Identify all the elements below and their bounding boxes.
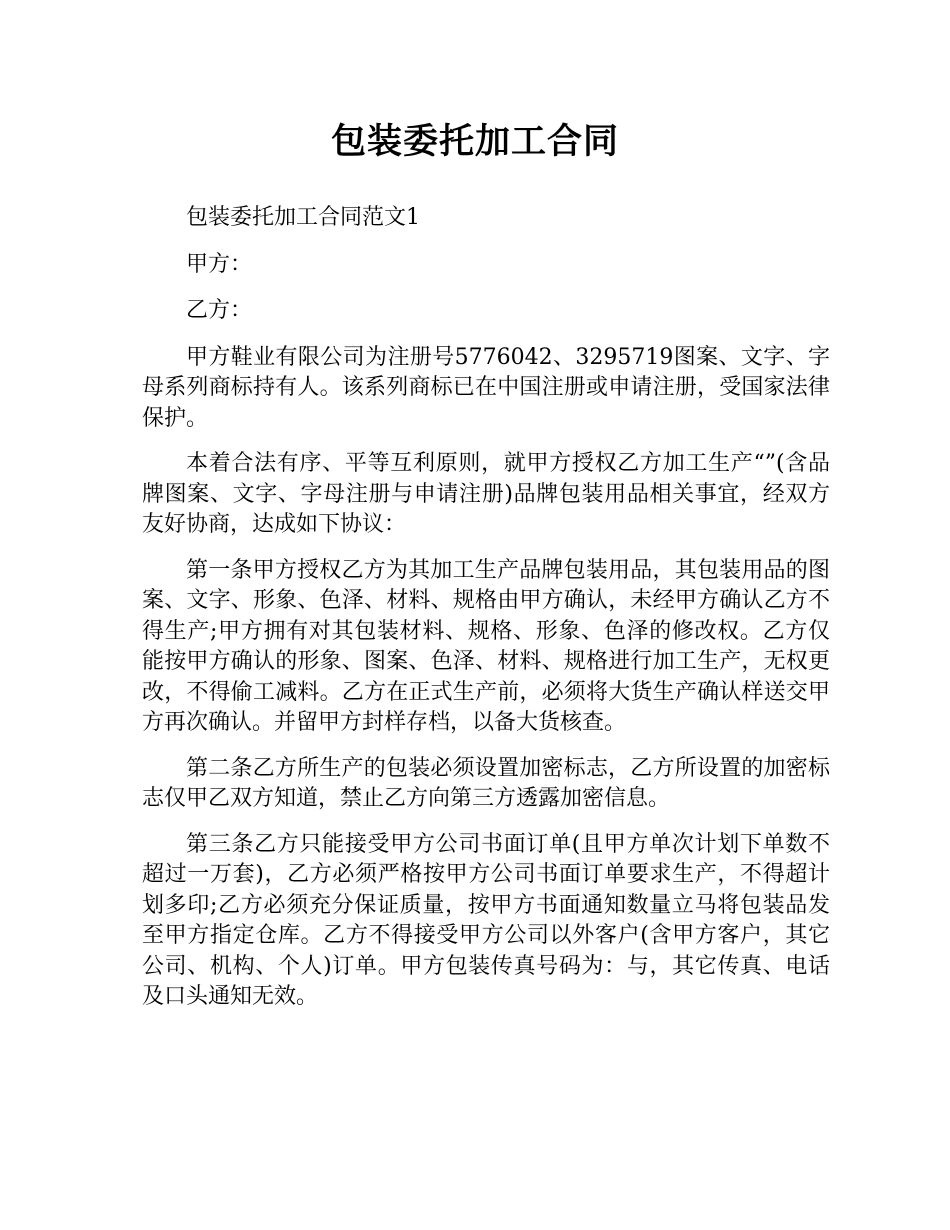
paragraph-trademark-statement: 甲方鞋业有限公司为注册号5776042、3295719图案、文字、字母系列商标持有人。该系列商标已在中国注册或申请注册，受国家法律保护。 xyxy=(142,344,830,431)
paragraph-agreement-intro: 本着合法有序、平等互利原则，就甲方授权乙方加工生产“”(含品牌图案、文字、字母注册与申请注册)品牌包装用品相关事宜，经双方友好协商，达成如下协议： xyxy=(142,451,830,537)
paragraph-article-3: 第三条乙方只能接受甲方公司书面订单(且甲方单次计划下单数不超过一万套)，乙方必须严格按甲方公司书面订单要求生产，不得超计划多印;乙方必须充分保证质量，按甲方书面通知数量立马将包装品发至甲方指定仓库。乙方不得接受甲方公司以外客户(含甲方客户，其它公司、机构、个人)订单。甲方包装传真号码为：与，其它传真、电话及口头通知无效。 xyxy=(142,831,830,1009)
paragraph-article-2: 第二条乙方所生产的包装必须设置加密标志，乙方所设置的加密标志仅甲乙双方知道，禁止乙方向第三方透露加密信息。 xyxy=(142,755,830,811)
paragraph-article-1: 第一条甲方授权乙方为其加工生产品牌包装用品，其包装用品的图案、文字、形象、色泽、材料、规格由甲方确认，未经甲方确认乙方不得生产;甲方拥有对其包装材料、规格、形象、色泽的修改权。乙方仅能按甲方确认的形象、图案、色泽、材料、规格进行加工生产，无权更改，不得偷工减料。乙方在正式生产前，必须将大货生产确认样送交甲方再次确认。并留甲方封样存档，以备大货核查。 xyxy=(142,557,830,735)
document-title: 包装委托加工合同 xyxy=(330,122,619,162)
paragraph-party-b: 乙方： xyxy=(186,298,253,323)
paragraph-party-a: 甲方： xyxy=(186,251,253,277)
paragraph-subtitle: 包装委托加工合同范文1 xyxy=(186,205,420,230)
document-body xyxy=(142,203,830,1028)
